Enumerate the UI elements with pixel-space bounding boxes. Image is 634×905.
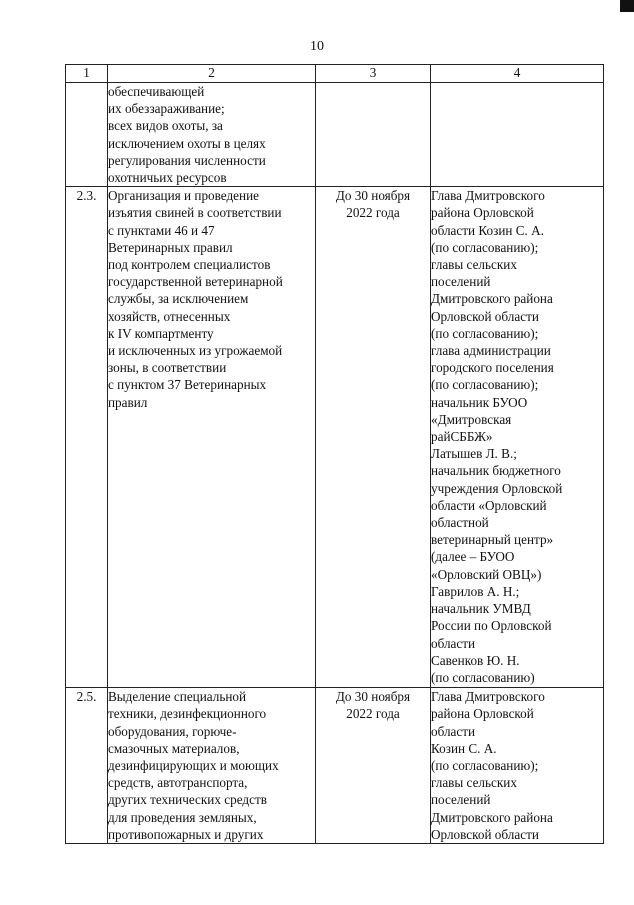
responsible-line: (по согласованию); xyxy=(431,758,539,774)
responsible-line: Глава Дмитровского xyxy=(431,689,545,705)
deadline-line: До 30 ноября xyxy=(335,689,411,705)
responsible-line: учреждения Орловской xyxy=(431,480,563,496)
responsible-line: области «Орловский xyxy=(431,497,547,513)
responsible-line: района Орловской xyxy=(431,205,534,221)
responsible-line: поселений xyxy=(431,274,491,290)
row-number: 2.5. xyxy=(66,688,108,844)
action-line: к IV компартменту xyxy=(108,325,214,341)
responsible-line: райСББЖ» xyxy=(431,429,493,445)
responsible-line: начальник УМВД xyxy=(431,601,531,617)
responsible-line: Савенков Ю. Н. xyxy=(431,652,520,668)
responsible-line: Латышев Л. В.; xyxy=(431,446,517,462)
column-header-2: 2 xyxy=(108,65,316,83)
action-line: средств, автотранспорта, xyxy=(108,775,248,791)
responsible-line: области xyxy=(431,635,476,651)
action-cell xyxy=(108,187,316,688)
action-line: Ветеринарных правил xyxy=(108,239,233,255)
action-cell xyxy=(108,688,316,844)
action-line: и исключенных из угрожаемой xyxy=(108,343,283,359)
action-line: охотничьих ресурсов xyxy=(108,170,227,186)
action-line: зоны, в соответствии xyxy=(108,360,227,376)
responsible-line: «Орловский ОВЦ») xyxy=(431,566,542,582)
responsible-line: поселений xyxy=(431,792,491,808)
responsible-line: областной xyxy=(431,515,489,531)
responsible-line: Гаврилов А. Н.; xyxy=(431,583,520,599)
action-line: дезинфицирующих и моющих xyxy=(108,758,279,774)
action-line: смазочных материалов, xyxy=(108,740,240,756)
deadline-cell xyxy=(316,187,431,688)
responsible-line: (по согласованию); xyxy=(431,325,539,341)
responsible-line: главы сельских xyxy=(431,775,517,791)
responsible-line: (по согласованию); xyxy=(431,377,539,393)
responsible-line: (по согласованию); xyxy=(431,239,539,255)
row-number: 2.3. xyxy=(66,187,108,688)
scan-corner-mark xyxy=(620,0,634,12)
responsible-line: (по согласованию) xyxy=(431,669,535,685)
deadline-line: 2022 года xyxy=(346,706,400,722)
action-line: правил xyxy=(108,394,148,410)
responsible-line: Дмитровского района xyxy=(431,291,553,307)
responsible-cell xyxy=(431,83,604,187)
table-row xyxy=(66,688,604,844)
action-line: регулирования численности xyxy=(108,152,266,168)
responsible-line: Орловской области xyxy=(431,826,539,842)
responsible-line: начальник бюджетного xyxy=(431,463,561,479)
action-line: исключением охоты в целях xyxy=(108,135,266,151)
action-line: государственной ветеринарной xyxy=(108,274,283,290)
action-line: под контролем специалистов xyxy=(108,257,271,273)
responsible-line: области xyxy=(431,723,476,739)
table-row xyxy=(66,187,604,688)
responsible-line: Орловской области xyxy=(431,308,539,324)
deadline-cell xyxy=(316,688,431,844)
action-line: Организация и проведение xyxy=(108,188,259,204)
measures-table xyxy=(65,64,604,844)
responsible-line: ветеринарный центр» xyxy=(431,532,554,548)
responsible-line: «Дмитровская xyxy=(431,411,512,427)
action-line: их обеззараживание; xyxy=(108,101,225,117)
responsible-line: глава администрации xyxy=(431,343,551,359)
action-line: обеспечивающей xyxy=(108,84,205,99)
responsible-line: Козин С. А. xyxy=(431,740,497,756)
action-cell xyxy=(108,83,316,187)
deadline-line: До 30 ноября xyxy=(335,188,411,204)
responsible-line: (далее – БУОО xyxy=(431,549,515,565)
action-line: Выделение специальной xyxy=(108,689,247,705)
action-line: других технических средств xyxy=(108,792,267,808)
action-line: всех видов охоты, за xyxy=(108,118,223,134)
responsible-cell xyxy=(431,187,604,688)
page-number: 10 xyxy=(310,39,324,54)
row-number xyxy=(66,83,108,187)
responsible-line: России по Орловской xyxy=(431,618,552,634)
deadline-line: 2022 года xyxy=(346,205,400,221)
action-line: с пунктами 46 и 47 xyxy=(108,222,215,238)
responsible-line: области Козин С. А. xyxy=(431,222,544,238)
action-line: с пунктом 37 Ветеринарных xyxy=(108,377,267,393)
action-line: службы, за исключением xyxy=(108,291,249,307)
responsible-line: городского поселения xyxy=(431,360,554,376)
responsible-line: главы сельских xyxy=(431,257,517,273)
action-line: противопожарных и других xyxy=(108,826,264,842)
action-line: оборудования, горюче- xyxy=(108,723,237,739)
table-body xyxy=(66,83,604,844)
table-header-row xyxy=(66,65,604,83)
responsible-line: Глава Дмитровского xyxy=(431,188,545,204)
responsible-line: района Орловской xyxy=(431,706,534,722)
column-header-1: 1 xyxy=(66,65,108,83)
action-line: для проведения земляных, xyxy=(108,809,257,825)
action-line: хозяйств, отнесенных xyxy=(108,308,231,324)
deadline-cell xyxy=(316,83,431,187)
table-row xyxy=(66,83,604,187)
action-line: техники, дезинфекционного xyxy=(108,706,267,722)
action-line: изъятия свиней в соответствии xyxy=(108,205,282,221)
responsible-line: начальник БУОО xyxy=(431,394,528,410)
column-header-3: 3 xyxy=(316,65,431,83)
responsible-line: Дмитровского района xyxy=(431,809,553,825)
column-header-4: 4 xyxy=(431,65,604,83)
responsible-cell xyxy=(431,688,604,844)
